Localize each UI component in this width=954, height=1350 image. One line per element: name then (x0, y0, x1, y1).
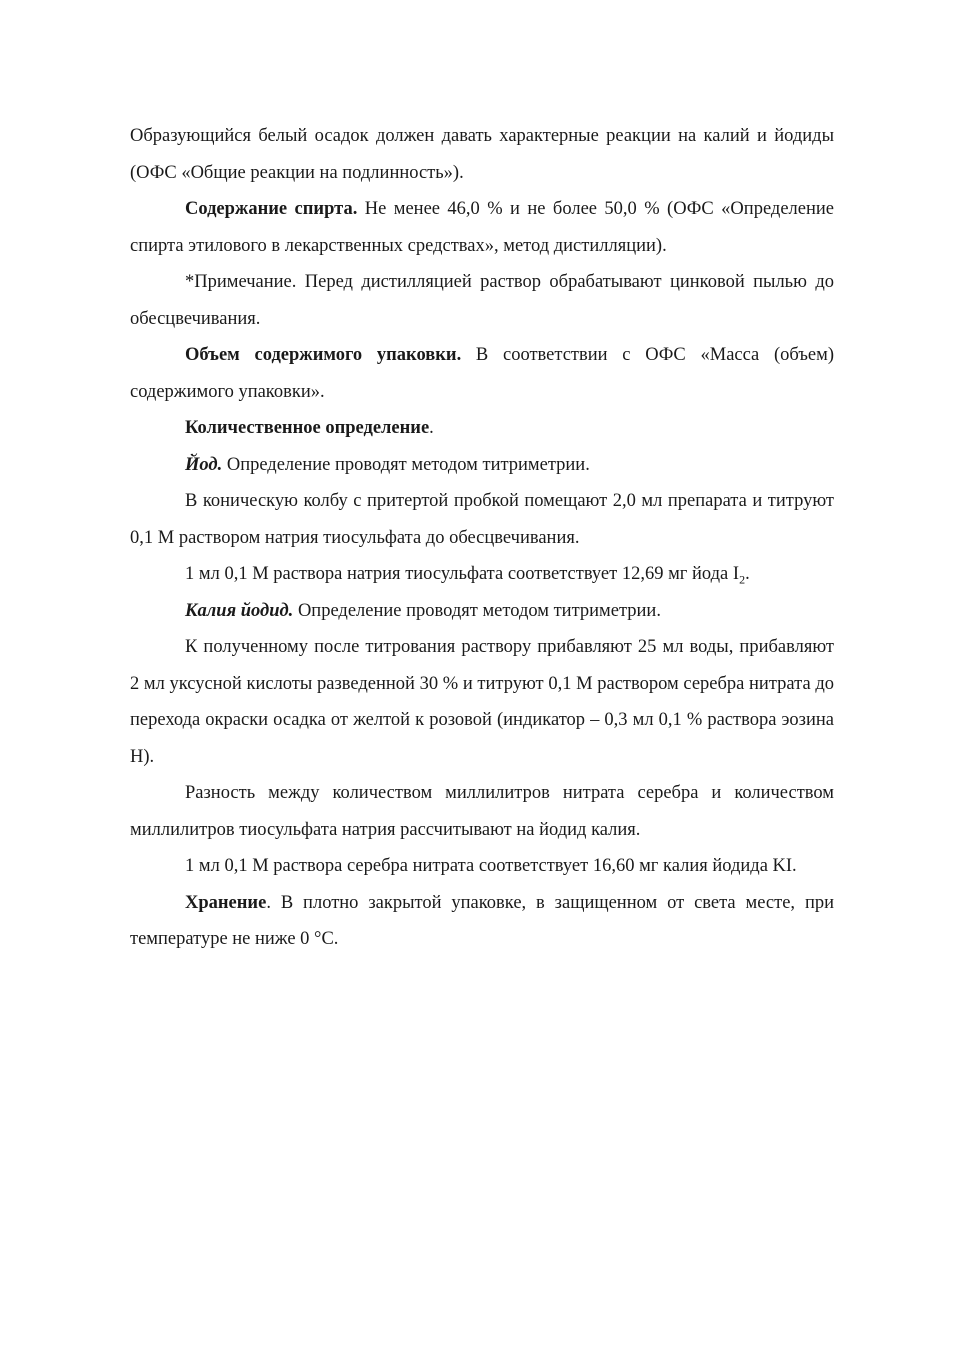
subsection-heading: Калия йодид. (185, 600, 294, 621)
paragraph-potassium-iodide (130, 593, 834, 630)
paragraph-text: Определение проводят методом титриметрии. (293, 600, 661, 621)
paragraph-text: В соответствии с ОФС «Масса (объем) содержимого упаковки». (130, 345, 834, 402)
section-heading: Содержание спирта. (185, 199, 358, 219)
section-heading: Объем содержимого упаковки. (185, 345, 462, 365)
paragraph-iodine-equivalent (130, 556, 834, 593)
paragraph-text: 1 мл 0,1 М раствора натрия тиосульфата соответствует 12,69 мг йода I (185, 564, 740, 584)
paragraph-difference (130, 775, 834, 848)
paragraph-identity-reactions (130, 118, 834, 191)
paragraph-text: Определение проводят методом титриметрии. (222, 454, 590, 475)
section-heading: Хранение (185, 892, 267, 913)
section-heading: Количественное определение (185, 418, 430, 438)
paragraph-iodine-procedure (130, 483, 834, 556)
subsection-heading: Йод. (185, 454, 223, 475)
paragraph-ki-equivalent (130, 848, 834, 885)
paragraph-text: Не менее 46,0 % и не более 50,0 % (ОФС «Определение спирта этилового в лекарственных средствах», метод дистилляции). (130, 199, 834, 256)
document-body (130, 118, 834, 958)
paragraph-text: К полученному после титрования раствору прибавляют 25 мл воды, прибавляют 2 мл уксусной кислоты разведенной 30 % и титруют 0,1 М раствором серебра нитрата до перехода окраски осадка от желтой к розовой (индикатор – 0,3 мл 0,1 % раствора эозина Н). (130, 637, 834, 767)
paragraph-text: . (745, 564, 750, 584)
paragraph-text: . (429, 418, 434, 438)
paragraph-assay-heading (130, 410, 834, 447)
paragraph-package-volume (130, 337, 834, 410)
paragraph-text: В коническую колбу с притертой пробкой помещают 2,0 мл препарата и титруют 0,1 М раствором натрия тиосульфата до обесцвечивания. (130, 491, 834, 548)
paragraph-text: *Примечание. Перед дистилляцией раствор обрабатывают цинковой пылью до обесцвечивания. (130, 272, 834, 329)
paragraph-note (130, 264, 834, 337)
paragraph-storage (130, 885, 834, 958)
paragraph-text: Разность между количеством миллилитров нитрата серебра и количеством миллилитров тиосульфата натрия рассчитывают на йодид калия. (130, 783, 834, 840)
paragraph-text: 1 мл 0,1 М раствора серебра нитрата соответствует 16,60 мг калия йодида KI. (185, 856, 797, 876)
subscript: 2 (739, 572, 746, 587)
paragraph-text: Образующийся белый осадок должен давать характерные реакции на калий и йодиды (ОФС «Общие реакции на подлинность»). (130, 126, 834, 183)
paragraph-alcohol-content (130, 191, 834, 264)
paragraph-text: . В плотно закрытой упаковке, в защищенном от света месте, при температуре не ниже 0 °С. (130, 892, 834, 949)
paragraph-ki-procedure (130, 629, 834, 775)
paragraph-iodine (130, 447, 834, 484)
